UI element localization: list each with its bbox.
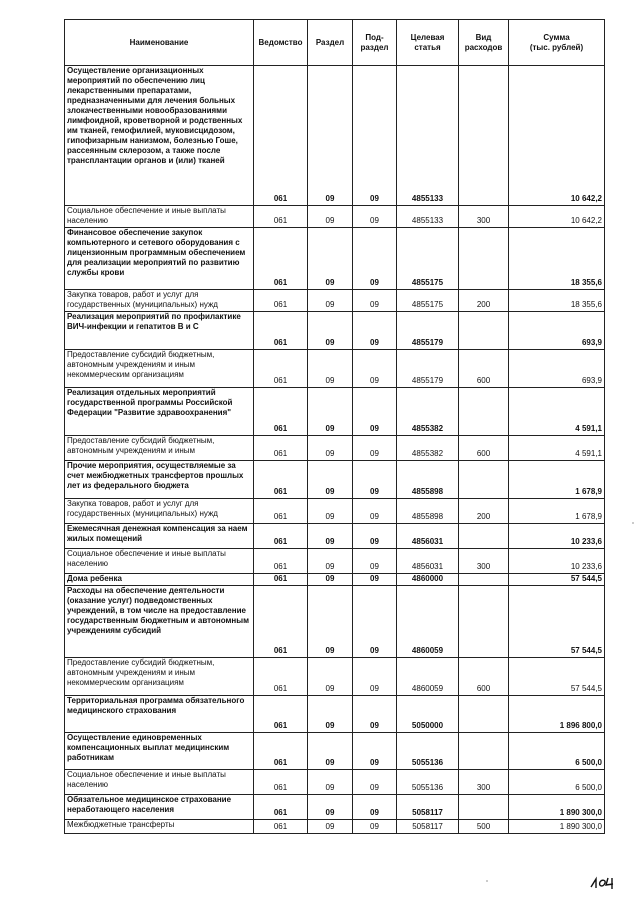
scan-speck [632,522,634,524]
header-vedomstvo: Ведомство [254,20,308,66]
table-row [65,312,605,350]
row-razdel: 09 [308,461,353,499]
row-celevaya-statya: 5055136 [397,733,459,770]
row-razdel: 09 [308,524,353,549]
row-razdel: 09 [308,228,353,290]
row-podrazdel: 09 [353,350,397,388]
row-razdel: 09 [308,820,353,834]
table-row [65,658,605,696]
row-summa: 10 233,6 [509,524,605,549]
row-name: Осуществление организационных мероприятий по обеспечению лиц лекарственными препаратами, предназначенными для лечения больных злокачественными новообразованиями лимфоидной, кроветворной и родственных им тканей, гемофилией, муковисцидозом, гипофизарным нанизмом, болезнью Гоше, рассеянным склерозом, а также после трансплантации органов и (или) тканей [65,66,254,206]
row-celevaya-statya: 4860059 [397,658,459,696]
row-name: Закупка товаров, работ и услуг для государственных (муниципальных) нужд [65,499,254,524]
row-vedomstvo: 061 [254,388,308,436]
row-vid-raskhodov: 300 [459,206,509,228]
budget-table [64,19,605,834]
row-summa: 18 355,6 [509,228,605,290]
row-vedomstvo: 061 [254,228,308,290]
row-celevaya-statya: 5050000 [397,696,459,733]
row-podrazdel: 09 [353,820,397,834]
row-celevaya-statya: 4855175 [397,228,459,290]
row-razdel: 09 [308,499,353,524]
row-vedomstvo: 061 [254,820,308,834]
row-vedomstvo: 061 [254,696,308,733]
row-name: Территориальная программа обязательного медицинского страхования [65,696,254,733]
row-name: Межбюджетные трансферты [65,820,254,834]
row-podrazdel: 09 [353,658,397,696]
row-vid-raskhodov [459,795,509,820]
table-row [65,206,605,228]
row-celevaya-statya: 4855179 [397,350,459,388]
table-row [65,388,605,436]
row-razdel: 09 [308,795,353,820]
header-name: Наименование [65,20,254,66]
row-razdel: 09 [308,696,353,733]
row-podrazdel: 09 [353,733,397,770]
row-vid-raskhodov [459,586,509,658]
row-podrazdel: 09 [353,574,397,586]
row-vedomstvo: 061 [254,350,308,388]
header-summa: Сумма (тыс. рублей) [509,20,605,66]
row-razdel: 09 [308,586,353,658]
row-celevaya-statya: 5058117 [397,820,459,834]
header-vid-raskhodov: Вид расходов [459,20,509,66]
table-row [65,586,605,658]
row-vid-raskhodov [459,733,509,770]
table-row [65,820,605,834]
row-vid-raskhodov: 500 [459,820,509,834]
row-podrazdel: 09 [353,436,397,461]
row-podrazdel: 09 [353,696,397,733]
row-name: Финансовое обеспечение закупок компьютерного и сетевого оборудования с лицензионным программным обеспечением для реализации мероприятий по развитию службы крови [65,228,254,290]
row-vedomstvo: 061 [254,770,308,795]
row-summa: 6 500,0 [509,770,605,795]
row-celevaya-statya: 4855898 [397,461,459,499]
row-summa: 693,9 [509,350,605,388]
row-celevaya-statya: 4855898 [397,499,459,524]
table-row [65,696,605,733]
table-header [65,20,605,66]
row-vedomstvo: 061 [254,290,308,312]
row-vedomstvo: 061 [254,574,308,586]
row-razdel: 09 [308,574,353,586]
table-row [65,290,605,312]
row-vedomstvo: 061 [254,312,308,350]
row-vid-raskhodov [459,696,509,733]
row-celevaya-statya: 4855133 [397,206,459,228]
row-podrazdel: 09 [353,586,397,658]
row-vid-raskhodov: 600 [459,658,509,696]
table-row [65,549,605,574]
row-celevaya-statya: 4855382 [397,388,459,436]
table-row [65,461,605,499]
row-razdel: 09 [308,733,353,770]
row-vid-raskhodov [459,461,509,499]
row-vedomstvo: 061 [254,524,308,549]
row-vedomstvo: 061 [254,436,308,461]
row-summa: 18 355,6 [509,290,605,312]
table-body [65,66,605,834]
row-vid-raskhodov [459,574,509,586]
row-vid-raskhodov [459,524,509,549]
row-vedomstvo: 061 [254,586,308,658]
row-vid-raskhodov: 200 [459,499,509,524]
row-podrazdel: 09 [353,524,397,549]
row-name: Социальное обеспечение и иные выплаты населению [65,206,254,228]
row-vid-raskhodov [459,388,509,436]
row-name: Осуществление единовременных компенсационных выплат медицинским работникам [65,733,254,770]
row-podrazdel: 09 [353,66,397,206]
row-vedomstvo: 061 [254,206,308,228]
row-summa: 10 233,6 [509,549,605,574]
table-row [65,733,605,770]
row-name: Ежемесячная денежная компенсация за наем жилых помещений [65,524,254,549]
row-vedomstvo: 061 [254,733,308,770]
row-razdel: 09 [308,350,353,388]
row-razdel: 09 [308,66,353,206]
row-razdel: 09 [308,312,353,350]
row-podrazdel: 09 [353,461,397,499]
table-row [65,524,605,549]
row-vedomstvo: 061 [254,66,308,206]
row-name: Дома ребенка [65,574,254,586]
row-celevaya-statya: 5058117 [397,795,459,820]
table-row [65,770,605,795]
row-vid-raskhodov: 600 [459,436,509,461]
row-summa: 10 642,2 [509,66,605,206]
row-summa: 6 500,0 [509,733,605,770]
row-celevaya-statya: 4856031 [397,524,459,549]
row-name: Обязательное медицинское страхование неработающего населения [65,795,254,820]
row-podrazdel: 09 [353,312,397,350]
row-summa: 1 678,9 [509,461,605,499]
row-razdel: 09 [308,290,353,312]
handwritten-page-number [588,873,624,891]
row-podrazdel: 09 [353,206,397,228]
row-celevaya-statya: 4860000 [397,574,459,586]
row-celevaya-statya: 4855175 [397,290,459,312]
table-row [65,574,605,586]
row-podrazdel: 09 [353,290,397,312]
table-row [65,795,605,820]
row-vid-raskhodov [459,66,509,206]
scan-speck [486,880,488,882]
row-vid-raskhodov: 600 [459,350,509,388]
row-razdel: 09 [308,206,353,228]
row-razdel: 09 [308,388,353,436]
row-celevaya-statya: 4860059 [397,586,459,658]
row-name: Расходы на обеспечение деятельности (оказание услуг) подведомственных учреждений, в том числе на предоставление государственным бюджетным и автономным учреждениям субсидий [65,586,254,658]
row-vid-raskhodov [459,312,509,350]
table-row [65,350,605,388]
row-celevaya-statya: 4855179 [397,312,459,350]
row-name: Прочие мероприятия, осуществляемые за счет межбюджетных трансфертов прошлых лет из федерального бюджета [65,461,254,499]
row-vedomstvo: 061 [254,658,308,696]
row-vid-raskhodov [459,228,509,290]
row-summa: 1 896 800,0 [509,696,605,733]
row-summa: 4 591,1 [509,388,605,436]
row-celevaya-statya: 4855382 [397,436,459,461]
row-celevaya-statya: 4856031 [397,549,459,574]
row-vid-raskhodov: 200 [459,290,509,312]
row-name: Предоставление субсидий бюджетным, автономным учреждениям и иным некоммерческим организациям [65,350,254,388]
row-name: Социальное обеспечение и иные выплаты населению [65,770,254,795]
row-name: Предоставление субсидий бюджетным, автономным учреждениям и иным некоммерческим организациям [65,658,254,696]
table-row [65,499,605,524]
row-name: Реализация мероприятий по профилактике ВИЧ-инфекции и гепатитов В и С [65,312,254,350]
header-celevaya-statya: Целевая статья [397,20,459,66]
table-row [65,228,605,290]
row-summa: 1 890 300,0 [509,795,605,820]
row-summa: 4 591,1 [509,436,605,461]
row-podrazdel: 09 [353,228,397,290]
row-razdel: 09 [308,549,353,574]
row-vedomstvo: 061 [254,499,308,524]
row-summa: 57 544,5 [509,574,605,586]
row-summa: 1 678,9 [509,499,605,524]
header-razdel: Раздел [308,20,353,66]
row-podrazdel: 09 [353,795,397,820]
row-razdel: 09 [308,436,353,461]
row-name: Закупка товаров, работ и услуг для государственных (муниципальных) нужд [65,290,254,312]
row-celevaya-statya: 4855133 [397,66,459,206]
row-vedomstvo: 061 [254,461,308,499]
row-podrazdel: 09 [353,549,397,574]
row-vid-raskhodov: 300 [459,770,509,795]
row-name: Предоставление субсидий бюджетным, автономным учреждениям и иным [65,436,254,461]
row-razdel: 09 [308,770,353,795]
header-podrazdel: Под- раздел [353,20,397,66]
row-summa: 57 544,5 [509,658,605,696]
row-summa: 57 544,5 [509,586,605,658]
row-razdel: 09 [308,658,353,696]
table-row [65,436,605,461]
row-summa: 10 642,2 [509,206,605,228]
row-vedomstvo: 061 [254,549,308,574]
row-vedomstvo: 061 [254,795,308,820]
row-summa: 1 890 300,0 [509,820,605,834]
row-vid-raskhodov: 300 [459,549,509,574]
row-name: Реализация отдельных мероприятий государственной программы Российской Федерации "Развитие здравоохранения" [65,388,254,436]
row-summa: 693,9 [509,312,605,350]
row-podrazdel: 09 [353,388,397,436]
row-podrazdel: 09 [353,499,397,524]
table-row [65,66,605,206]
row-podrazdel: 09 [353,770,397,795]
row-name: Социальное обеспечение и иные выплаты населению [65,549,254,574]
row-celevaya-statya: 5055136 [397,770,459,795]
